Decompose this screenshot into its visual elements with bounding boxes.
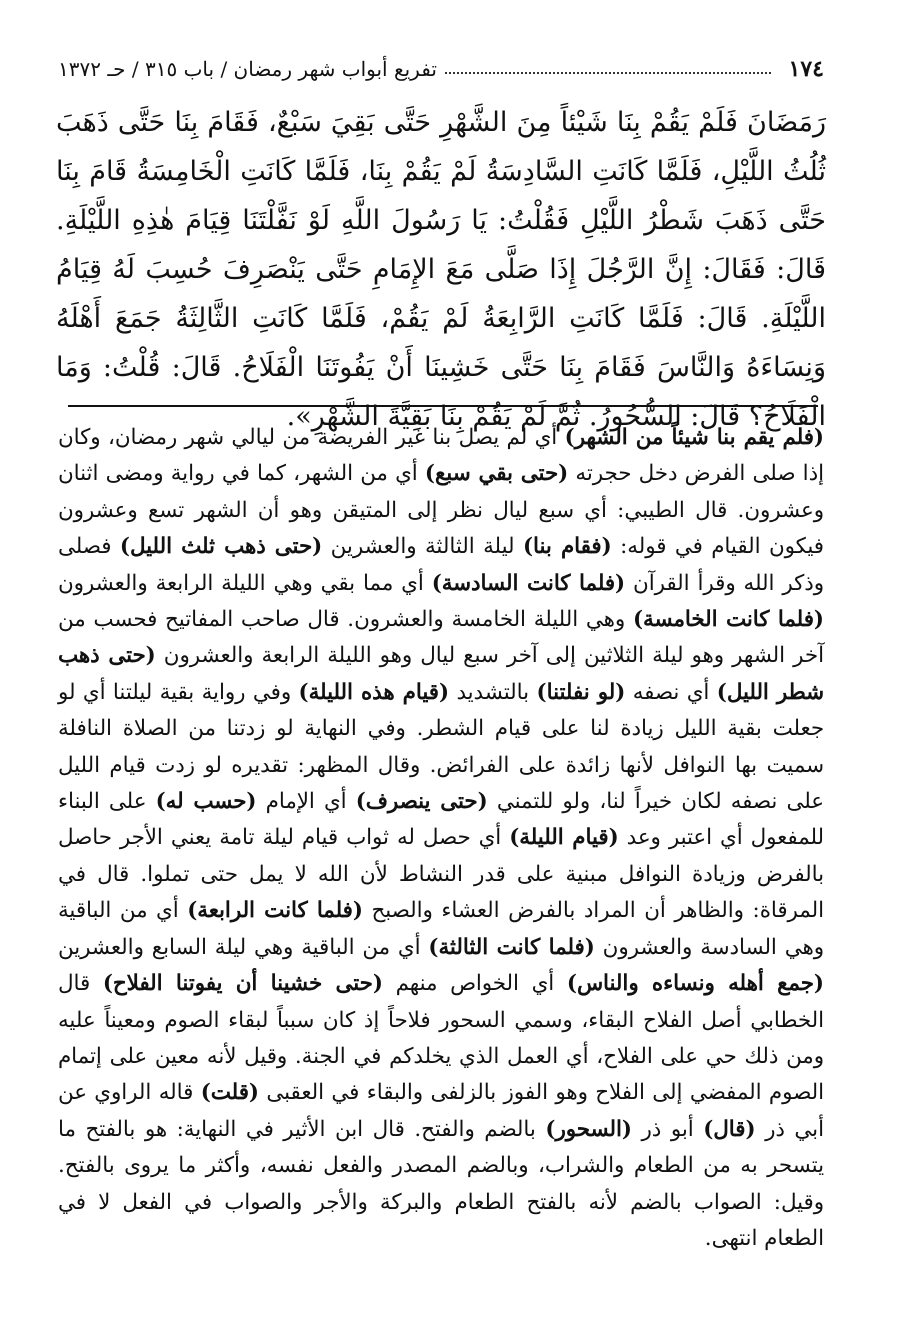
commentary-lemma: (فلم يقم بنا شيئاً من الشهر) <box>564 425 825 450</box>
commentary-lemma: (فلما كانت الرابعة) <box>187 898 363 924</box>
commentary-gloss: قال الخطابي أصل الفلاح البقاء، وسمي السحور فلاحاً إذ كان سبباً لبقاء الصوم ومعيناً عليه ومن ذلك حي على الفلاح، أي العمل الذي يخلدكم في الجنة. وقيل لأنه معين على إتمام الصوم المفضي إلى الفلاح وهو الفوز بالزلفى والبقاء في العقبى <box>58 971 824 1106</box>
commentary-lemma: (فقام بنا) <box>522 534 612 560</box>
commentary-gloss: وهي الليلة الخامسة والعشرون. قال صاحب المفاتيح فحسب من آخر الشهر وهو ليلة الثلاثين إلى آخر سبع ليال وهو الليلة الرابعة والعشرون <box>58 607 824 669</box>
commentary-gloss: ليلة الثالثة والعشرين <box>322 534 523 560</box>
commentary-gloss: على البناء للمفعول أي اعتبر وعد <box>58 789 824 851</box>
commentary-gloss: أي من الشهر، كما في رواية ومضى اثنان وعشرون. قال الطيبي: أي سبع ليال نظر إلى المتيقن وهو أن الشهر تسع وعشرون فيكون القيام في قوله: <box>58 461 824 560</box>
page-header <box>58 52 824 86</box>
commentary-lemma: (حتى ينصرف) <box>355 789 488 815</box>
commentary-block <box>58 420 824 1257</box>
commentary-lemma: (فلما كانت السادسة) <box>431 570 626 596</box>
commentary-lemma: (جمع أهله ونساءه والناس) <box>566 971 824 997</box>
commentary-gloss: أبو ذر <box>631 1116 704 1142</box>
commentary-lemma: (فلما كانت الثالثة) <box>428 934 595 960</box>
commentary-lemma: (لو نفلتنا) <box>536 679 626 705</box>
commentary-gloss: قاله الراوي عن أبي ذر <box>58 1080 824 1142</box>
running-title: تفريع أبواب شهر رمضان / باب ٣١٥ / حـ ١٣٧٢ <box>58 57 437 81</box>
commentary-gloss: أي لم يصل بنا غير الفريضة من ليالي شهر رمضان، وكان إذا صلى الفرض دخل حجرته <box>58 425 824 487</box>
commentary-gloss: أي من الباقية وهي السادسة والعشرون <box>58 898 824 960</box>
commentary-gloss: أي حصل له ثواب قيام ليلة تامة يعني الأجر حاصل بالفرض وزيادة النوافل مبنية على قدر النشاط لأن الله لا يمل حتى تملوا. قال في المرقاة: والظاهر أن المراد بالفرض العشاء والصبح <box>58 825 824 924</box>
commentary-lemma: (حتى ذهب ثلث الليل) <box>119 534 323 560</box>
commentary-gloss: أي الإمام <box>256 789 356 815</box>
commentary-lemma: (قيام الليلة) <box>509 825 619 851</box>
commentary-lemma: (حتى ذهب شطر الليل) <box>58 643 824 705</box>
footnote-divider <box>68 405 818 407</box>
commentary-lemma: (قيام هذه الليلة) <box>298 679 450 705</box>
commentary-lemma: (السحور) <box>545 1116 632 1142</box>
commentary-gloss: فصلى وذكر الله وقرأ القرآن <box>58 534 824 596</box>
commentary-lemma: (حتى بقي سبع) <box>424 461 569 487</box>
commentary-gloss: وفي رواية بقية ليلتنا أي لو جعلت بقية الليل زيادة لنا على قيام الشطر. وفي النهاية لو زدتنا من الصلاة النافلة سميت بها النوافل لأنها زائدة على الفرائض. وقال المظهر: تقديره لو زدت قيام الليل على نصفه لكان خيراً لنا، ولو للتمني <box>58 679 824 815</box>
commentary-gloss: بالضم والفتح. قال ابن الأثير في النهاية: هو بالفتح ما يتسحر به من الطعام والشراب، وبالضم المصدر والفعل نفسه، وأكثر ما يروى بالفتح. وقيل: الصواب بالضم لأنه بالفتح الطعام والبركة والأجر والصواب في الفعل لا في الطعام انتهى. <box>58 1116 824 1251</box>
commentary-gloss: بالتشديد <box>449 679 537 705</box>
header-dotted-leader <box>445 72 771 74</box>
commentary-gloss: أي الخواص منهم <box>382 971 567 997</box>
commentary-gloss: أي مما بقي وهي الليلة الرابعة والعشرون <box>58 570 432 596</box>
page-number: ١٧٤ <box>788 56 824 82</box>
commentary-text <box>58 420 824 1257</box>
commentary-lemma: (حتى خشينا أن يفوتنا الفلاح) <box>102 971 383 997</box>
commentary-lemma: (قال) <box>703 1116 756 1142</box>
commentary-lemma: (فلما كانت الخامسة) <box>632 607 824 633</box>
hadith-text-block <box>56 98 826 441</box>
commentary-gloss: أي من الباقية وهي ليلة السابع والعشرين <box>58 934 429 960</box>
commentary-gloss: أي نصفه <box>625 679 717 705</box>
hadith-text: رَمَضَانَ فَلَمْ يَقُمْ بِنَا شَيْئاً مِنَ الشَّهْرِ حَتَّى بَقِيَ سَبْعٌ، فَقَامَ بِنَا حَتَّى ذَهَبَ ثُلُثُ اللَّيْلِ، فَلَمَّا كَانَتِ السَّادِسَةُ لَمْ يَقُمْ بِنَا، فَلَمَّا كَانَتِ الْخَامِسَةُ قَامَ بِنَا حَتَّى ذَهَبَ شَطْرُ اللَّيْلِ فَقُلْتُ: يَا رَسُولَ اللَّهِ لَوْ نَفَّلْتَنَا قِيَامَ هٰذِهِ اللَّيْلَةِ. قَالَ: فَقَالَ: إِنَّ الرَّجُلَ إِذَا صَلَّى مَعَ الإِمَامِ حَتَّى يَنْصَرِفَ حُسِبَ لَهُ قِيَامُ اللَّيْلَةِ. قَالَ: فَلَمَّا كَانَتِ الرَّابِعَةُ لَمْ يَقُمْ، فَلَمَّا كَانَتِ الثَّالِثَةُ جَمَعَ أَهْلَهُ وَنِسَاءَهُ وَالنَّاسَ فَقَامَ بِنَا حَتَّى خَشِينَا أَنْ يَفُوتَنَا الْفَلَاحُ. قَالَ: قُلْتُ: وَمَا الْفَلَاحُ؟ قَالَ: السُّحُورُ. ثُمَّ لَمْ يَقُمْ بِنَا بَقِيَّةَ الشَّهْرِ». <box>56 107 826 432</box>
commentary-lemma: (قلت) <box>200 1080 259 1106</box>
commentary-lemma: (حسب له) <box>155 789 257 815</box>
